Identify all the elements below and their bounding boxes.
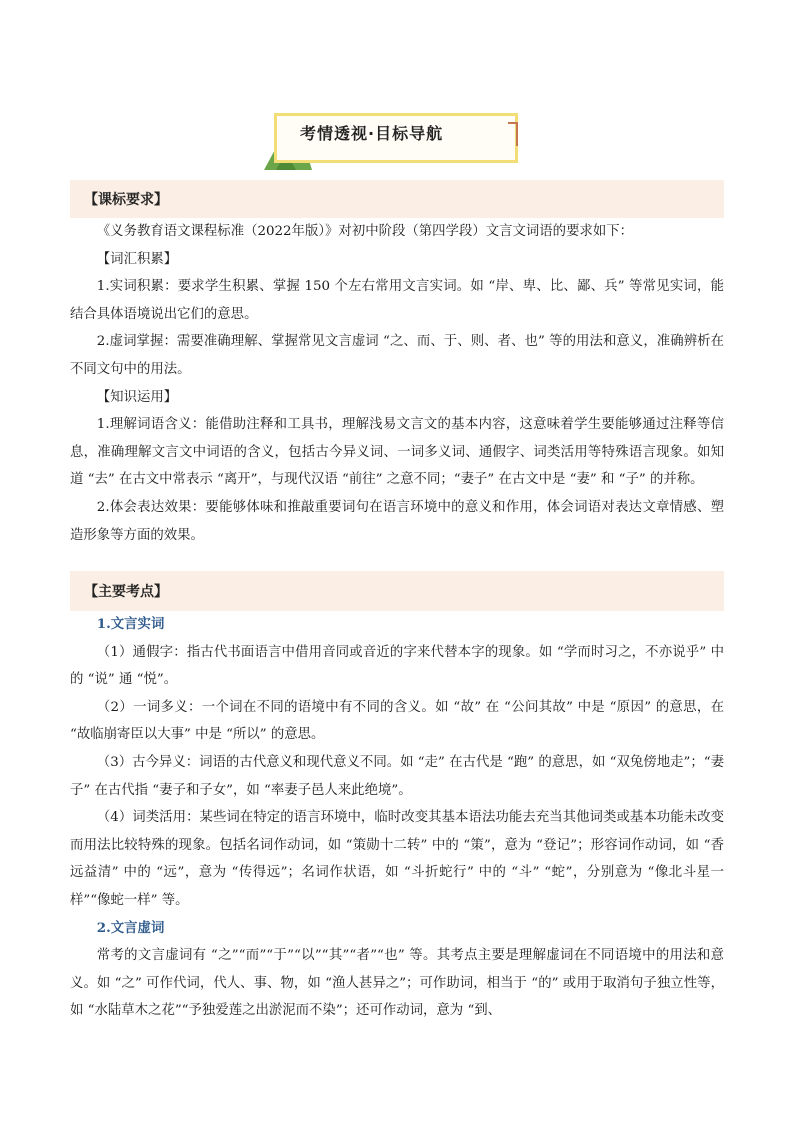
subheading-function-words: 2.文言虚词 (96, 919, 165, 936)
section-heading-key-points: 【主要考点】 (70, 571, 724, 611)
banner-accent (516, 122, 518, 146)
key-points-content (70, 611, 724, 1025)
function-words-paragraph-1: 常考的文言虚词有 “之”“而”“于”“以”“其”“者”“也” 等。其考点主要是理解虚词在不同语境中的用法和意义。如 “之” 可作代词，代人、事、物，如 “渔人甚异之”；可作助词，相当于 “的” 或用于取消句子独立性等，如 “水陆草木之花”“予独爱莲之出淤泥而不染”；还可作动词，意为 “到、 (70, 948, 724, 1019)
banner-accent-top (508, 122, 518, 124)
content-words-paragraph-2: （2）一词多义：一个词在不同的语境中有不同的含义。如 “故” 在 “公问其故” 中是 “原因” 的意思，在 “故临崩寄臣以大事” 中是 “所以” 的意思。 (70, 699, 724, 743)
vocab-heading: 【词汇积累】 (96, 251, 178, 267)
content-words-paragraph-1: （1）通假字：指古代书面语言中借用音同或音近的字来代替本字的现象。如 “学而时习之，不亦说乎” 中的 “说” 通 “悦”。 (70, 644, 724, 688)
curriculum-content (70, 218, 724, 549)
vocab-paragraph-1: 1.实词积累：要求学生积累、掌握 150 个左右常用文言实词。如 “岸、卑、比、鄙、兵” 等常见实词，能结合具体语境说出它们的意思。 (70, 279, 724, 322)
content-words-paragraph-4: （4）词类活用：某些词在特定的语言环境中，临时改变其基本语法功能去充当其他词类或基本功能未改变而用法比较特殊的现象。包括名词作动词，如 “策勋十二转” 中的 “策”，意为 “登记”；形容词作动词，如 “香远益清” 中的 “远”，意为 “传得远”；名词作状语，如 “斗折蛇行” 中的 “斗” “蛇”，分别意为 “像北斗星一样”“像蛇一样” 等。 (70, 810, 724, 908)
knowledge-paragraph-2: 2.体会表达效果：要能够体味和推敲重要词句在语言环境中的意义和作用，体会词语对表达文章情感、塑造形象等方面的效果。 (70, 499, 724, 543)
page-title: 考情透视·目标导航 (300, 124, 444, 143)
subheading-content-words: 1.文言实词 (96, 616, 165, 632)
content-words-paragraph-3: （3）古今异义：词语的古代意义和现代意义不同。如 “走” 在古代是 “跑” 的意思，如 “双兔傍地走”；“妻子” 在古代指 “妻子和子女”，如 “率妻子邑人来此绝境”。 (70, 754, 724, 798)
knowledge-heading: 【知识运用】 (96, 389, 178, 405)
section-banner (262, 108, 524, 168)
curriculum-intro: 《义务教育语文课程标准（2022年版）》对初中阶段（第四学段）文言文词语的要求如下： (96, 224, 634, 239)
vocab-paragraph-2: 2.虚词掌握：需要准确理解、掌握常见文言虚词 “之、而、于、则、者、也” 等的用法和意义，准确辨析在不同文句中的用法。 (70, 334, 724, 377)
knowledge-paragraph-1: 1.理解词语含义：能借助注释和工具书，理解浅易文言文的基本内容，这意味着学生要能够通过注释等信息，准确理解文言文中词语的含义，包括古今异义词、一词多义词、通假字、词类活用等特殊语言现象。如知道 “去” 在古文中常表示 “离开”，与现代汉语 “前往” 之意不同；“妻子” 在古文中是 “妻” 和 “子” 的并称。 (70, 417, 724, 488)
section-heading-curriculum: 【课标要求】 (70, 180, 724, 218)
